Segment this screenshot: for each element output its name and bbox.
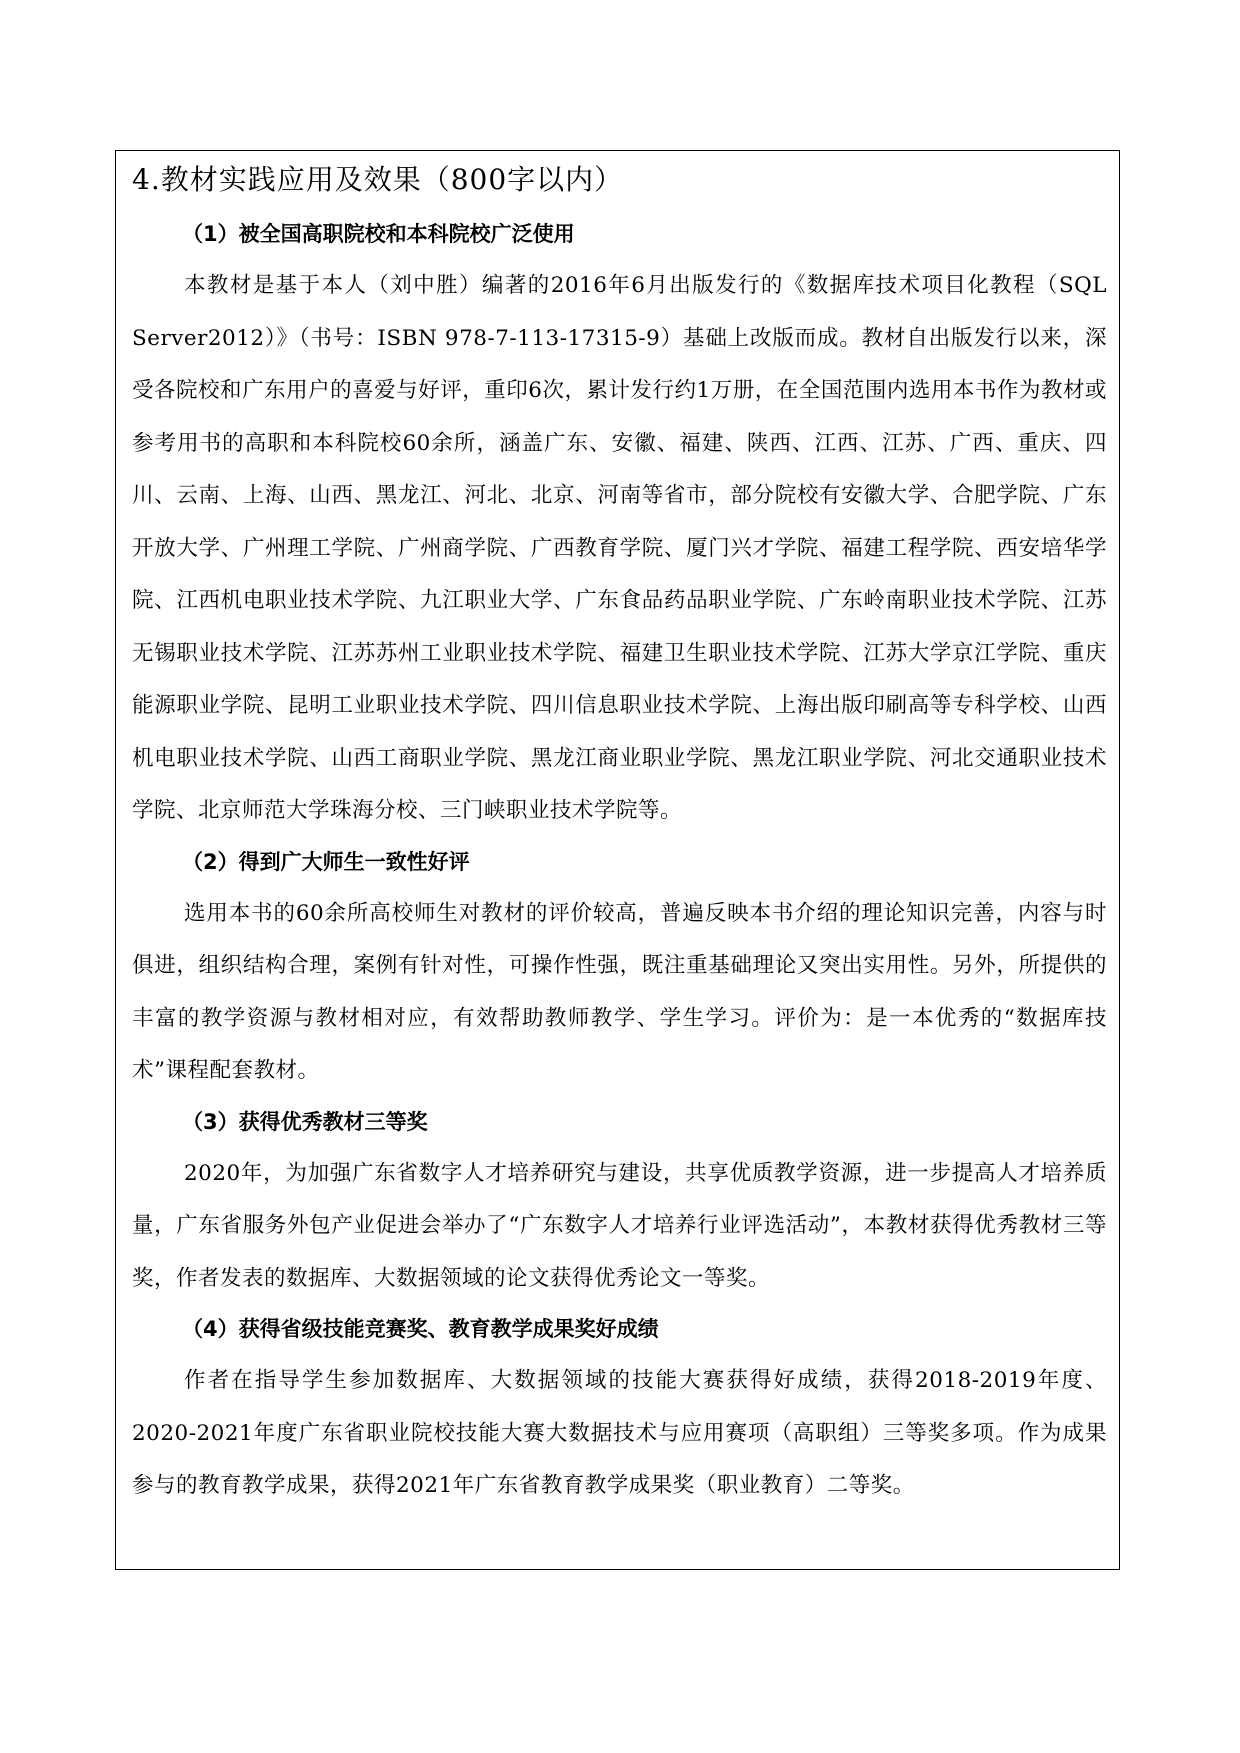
subsection-heading: （4）获得省级技能竞赛奖、教育教学成果奖好成绩 xyxy=(182,1317,659,1341)
subsection-4 xyxy=(132,1309,1107,1513)
subsection-heading: （2）得到广大师生一致性好评 xyxy=(182,849,470,874)
subsection-1 xyxy=(132,214,1107,838)
document-body xyxy=(132,160,1107,1513)
subsection-paragraph: 2020年，为加强广东省数字人才培养研究与建设，共享优质教学资源，进一步提高人才培养质量，广东省服务外包产业促进会举办了“广东数字人才培养行业评选活动”，本教材获得优秀教材三等奖，作者发表的数据库、大数据领域的论文获得优秀论文一等奖。 xyxy=(132,1160,1107,1291)
subsection-heading: （3）获得优秀教材三等奖 xyxy=(182,1109,428,1134)
subsection-3 xyxy=(132,1102,1107,1306)
subsection-2 xyxy=(132,842,1107,1098)
section-title: 4.教材实践应用及效果（800字以内） xyxy=(132,163,624,196)
subsection-paragraph: 作者在指导学生参加数据库、大数据领域的技能大赛获得好成绩，获得2018-2019年度、2020-2021年度广东省职业院校技能大赛大数据技术与应用赛项（高职组）三等奖多项。作为成果参与的教育教学成果，获得2021年广东省教育教学成果奖（职业教育）二等奖。 xyxy=(132,1368,1107,1498)
subsection-paragraph: 选用本书的60余所高校师生对教材的评价较高，普遍反映本书介绍的理论知识完善，内容与时俱进，组织结构合理，案例有针对性，可操作性强，既注重基础理论又突出实用性。另外，所提供的丰富的教学资源与教材相对应，有效帮助教师教学、学生学习。评价为：是一本优秀的“数据库技术”课程配套教材。 xyxy=(132,900,1107,1083)
subsection-paragraph: 本教材是基于本人（刘中胜）编著的2016年6月出版发行的《数据库技术项目化教程（SQL Server2012）》（书号：ISBN 978-7-113-17315-9）基础上改版而成。教材自出版发行以来，深受各院校和广东用户的喜爱与好评，重印6次，累计发行约1万册，在全国范围内选用本书作为教材或参考用书的高职和本科院校60余所，涵盖广东、安徽、福建、陕西、江西、江苏、广西、重庆、四川、云南、上海、山西、黑龙江、河北、北京、河南等省市，部分院校有安徽大学、合肥学院、广东开放大学、广州理工学院、广州商学院、广西教育学院、厦门兴才学院、福建工程学院、西安培华学院、江西机电职业技术学院、九江职业大学、广东食品药品职业学院、广东岭南职业技术学院、江苏无锡职业技术学院、江苏苏州工业职业技术学院、福建卫生职业技术学院、江苏大学京江学院、重庆能源职业学院、昆明工业职业技术学院、四川信息职业技术学院、上海出版印刷高等专科学校、山西机电职业技术学院、山西工商职业学院、黑龙江商业职业学院、黑龙江职业学院、河北交通职业技术学院、北京师范大学珠海分校、三门峡职业技术学院等。 xyxy=(132,273,1107,823)
subsection-heading: （1）被全国高职院校和本科院校广泛使用 xyxy=(182,222,575,246)
